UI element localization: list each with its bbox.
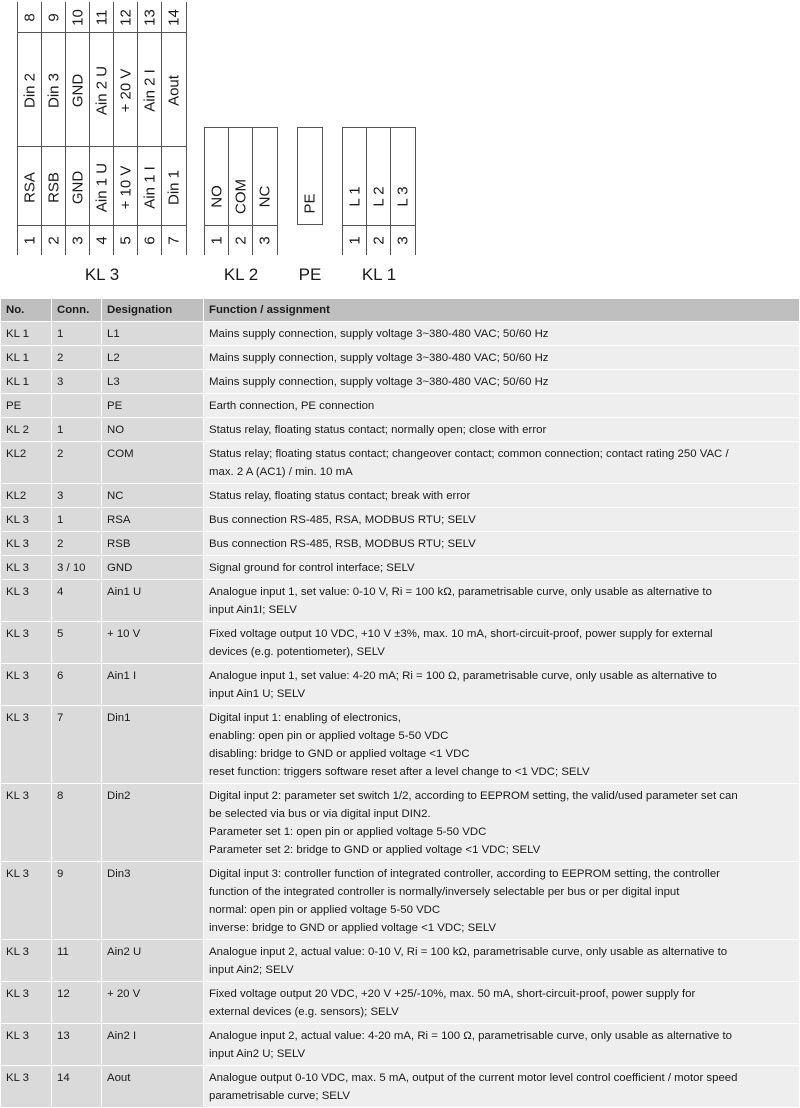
cell-no: KL 1 [1,322,52,346]
kl3-lower-number-5: 5 [117,236,134,245]
cell-designation: + 10 V [102,622,204,664]
kl3-upper-number-5: 12 [117,9,134,26]
function-line: input Ain2 U; SELV [209,1048,306,1060]
cell-no: KL 3 [1,556,52,580]
cell-function [204,940,800,982]
function-line: Parameter set 2: bridge to GND or applied voltage <1 VDC; SELV [209,844,541,856]
cell-conn: 4 [52,580,102,622]
kl1-label: KL 1 [361,265,397,284]
table-row [1,982,800,1024]
cell-function [204,508,800,532]
kl3-upper-terminal-5 [114,2,138,146]
function-line: reset function: triggers software reset after a level change to <1 VDC; SELV [209,766,590,778]
function-line: Earth connection, PE connection [209,400,375,412]
cell-designation: RSB [102,532,204,556]
cell-no: KL 3 [1,532,52,556]
kl3-lower-terminal-1 [18,147,42,255]
cell-function [204,532,800,556]
cell-function [204,418,800,442]
function-line: devices (e.g. potentiometer), SELV [209,646,385,658]
kl3-lower-name-2: RSB [45,172,62,203]
cell-conn: 5 [52,622,102,664]
kl3-lower-terminal-3 [66,147,90,255]
cell-function [204,484,800,508]
function-line: input Ain1I; SELV [209,604,297,616]
kl1-name-3: L 3 [394,186,412,207]
kl2-number-3: 3 [256,236,274,245]
kl3-lower-terminal-7 [162,147,186,255]
cell-function [204,982,800,1024]
kl2-number-1: 1 [208,236,225,245]
cell-no: KL 3 [1,622,52,664]
kl3-lower-number-1: 1 [21,236,38,245]
table-row [1,346,800,370]
kl3-upper-number-1: 8 [21,13,38,22]
kl3-upper-name-5: + 20 V [117,68,134,113]
kl1-number-3: 3 [394,236,412,245]
header-conn: Conn. [52,299,102,322]
header-no: No. [1,299,52,322]
cell-no: KL 3 [1,784,52,862]
terminal-assignment-table [0,298,800,1108]
table-row [1,394,800,418]
kl1-strip [342,127,416,255]
kl3-lower-terminal-2 [42,147,66,255]
cell-designation: + 20 V [102,982,204,1024]
kl3-upper-terminal-7 [162,2,186,146]
cell-conn: 8 [52,784,102,862]
kl3-upper-number-2: 9 [45,13,62,22]
cell-function [204,580,800,622]
kl3-lower-name-1: RSA [21,172,38,203]
terminal-diagram [0,0,800,300]
cell-designation: NC [102,484,204,508]
cell-conn: 6 [52,664,102,706]
table-body [1,322,800,1108]
kl1-number-1: 1 [346,236,363,245]
cell-conn: 2 [52,442,102,484]
kl3-upper-number-6: 13 [141,9,158,26]
cell-function [204,862,800,940]
kl2-terminal-3 [253,128,277,255]
cell-conn: 3 [52,370,102,394]
cell-no: KL 3 [1,982,52,1024]
kl2-number-2: 2 [232,236,249,245]
cell-no: KL 3 [1,508,52,532]
function-line: be selected via bus or via digital input DIN2. [209,808,431,820]
kl1-terminal-2 [367,128,391,255]
cell-designation: Din2 [102,784,204,862]
pe-strip [297,127,323,225]
function-line: normal: open pin or applied voltage 5-50 VDC [209,904,441,916]
table-header-row [1,299,800,322]
function-line: Bus connection RS-485, RSB, MODBUS RTU; SELV [209,538,476,550]
kl3-upper-terminal-3 [66,2,90,146]
cell-function [204,664,800,706]
kl3-upper-terminal-2 [42,2,66,146]
function-line: Parameter set 1: open pin or applied voltage 5-50 VDC [209,826,487,838]
cell-conn: 3 / 10 [52,556,102,580]
cell-no: KL 3 [1,862,52,940]
kl3-upper-number-3: 10 [69,9,86,26]
cell-function [204,346,800,370]
function-line: Digital input 2: parameter set switch 1/2, according to EEPROM setting, the valid/used parameter set can [209,790,738,802]
cell-function [204,322,800,346]
pe-terminal [298,128,322,224]
function-line: Fixed voltage output 20 VDC, +20 V +25/-10%, max. 50 mA, short-circuit-proof, power supply for [209,988,696,1000]
table-row [1,484,800,508]
table-row [1,664,800,706]
table-row [1,1066,800,1108]
cell-conn [52,394,102,418]
pe-label: PE [298,265,322,284]
function-line: input Ain1 U; SELV [209,688,306,700]
cell-function [204,442,800,484]
table-row [1,532,800,556]
cell-function [204,394,800,418]
function-line: input Ain2; SELV [209,964,294,976]
kl2-name-3: NC [256,185,274,208]
cell-function [204,706,800,784]
cell-no: KL 2 [1,418,52,442]
function-line: Mains supply connection, supply voltage 3~380-480 VAC; 50/60 Hz [209,328,549,340]
cell-designation: Ain1 I [102,664,204,706]
pe-name: PE [301,193,319,214]
kl3-upper-name-7: Aout [165,75,183,106]
cell-designation: Din1 [102,706,204,784]
function-line: Analogue input 2, actual value: 4-20 mA, Ri = 100 Ω, parametrisable curve, only usable as alternative to [209,1030,732,1042]
function-line: max. 2 A (AC1) / min. 10 mA [209,466,353,478]
cell-designation: PE [102,394,204,418]
cell-function [204,622,800,664]
kl3-lower-number-7: 7 [165,236,183,245]
function-line: Bus connection RS-485, RSA, MODBUS RTU; SELV [209,514,476,526]
cell-designation: Din3 [102,862,204,940]
table-row [1,508,800,532]
kl3-lower-name-6: Ain 1 I [141,166,158,209]
table-row [1,556,800,580]
function-line: disabling: bridge to GND or applied voltage <1 VDC [209,748,470,760]
kl1-name-1: L 1 [346,186,363,207]
kl2-strip [204,127,278,255]
header-designation: Designation [102,299,204,322]
kl3-lower-number-3: 3 [69,236,86,245]
table-row [1,418,800,442]
cell-no: KL 3 [1,1024,52,1066]
kl3-lower-terminal-4 [90,147,114,255]
kl2-terminal-2 [229,128,253,255]
kl3-lower-terminal-5 [114,147,138,255]
kl1-terminal-1 [343,128,367,255]
table-row [1,370,800,394]
kl2-name-1: NO [208,185,225,208]
kl1-number-2: 2 [370,236,387,245]
cell-no: KL 3 [1,1066,52,1108]
cell-function [204,370,800,394]
kl3-upper-name-6: Ain 2 I [141,69,158,112]
kl1-terminal-3 [391,128,415,255]
function-line: enabling: open pin or applied voltage 5-50 VDC [209,730,449,742]
function-line: Signal ground for control interface; SELV [209,562,415,574]
cell-function [204,1024,800,1066]
kl3-upper-strip [17,2,187,146]
cell-designation: Ain2 I [102,1024,204,1066]
cell-no: KL2 [1,484,52,508]
kl3-upper-name-2: Din 3 [45,72,62,109]
function-line: Analogue input 2, actual value: 0-10 V, Ri = 100 kΩ, parametrisable curve, only usable as alternative to [209,946,728,958]
cell-no: KL 3 [1,940,52,982]
cell-no: KL 1 [1,370,52,394]
kl2-name-2: COM [232,179,249,214]
cell-conn: 1 [52,508,102,532]
function-line: Status relay, floating status contact; break with error [209,490,471,502]
table-row [1,622,800,664]
kl3-upper-name-3: GND [69,73,86,108]
table-row [1,322,800,346]
cell-conn: 13 [52,1024,102,1066]
function-line: function of the integrated controller is normally/inversely selectable per bus or per digital input [209,886,680,898]
cell-conn: 7 [52,706,102,784]
cell-conn: 1 [52,418,102,442]
table-row [1,580,800,622]
kl3-lower-name-3: GND [69,170,86,205]
cell-conn: 12 [52,982,102,1024]
function-line: Digital input 1: enabling of electronics, [209,712,401,724]
kl3-upper-name-1: Din 2 [21,72,38,109]
cell-designation: NO [102,418,204,442]
function-line: Analogue input 1, set value: 4-20 mA; Ri = 100 Ω, parametrisable curve, only usable as alternative to [209,670,717,682]
kl3-label: KL 3 [84,265,120,284]
kl3-upper-number-4: 11 [93,9,110,26]
function-line: Analogue input 1, set value: 0-10 V, Ri = 100 kΩ, parametrisable curve, only usable as alternative to [209,586,712,598]
table-row [1,784,800,862]
cell-designation: L1 [102,322,204,346]
cell-no: KL 3 [1,580,52,622]
cell-designation: GND [102,556,204,580]
cell-no: PE [1,394,52,418]
cell-no: KL 3 [1,706,52,784]
cell-function [204,1066,800,1108]
cell-function [204,784,800,862]
cell-designation: Aout [102,1066,204,1108]
kl2-label: KL 2 [223,265,259,284]
kl3-lower-terminal-6 [138,147,162,255]
kl3-lower-number-2: 2 [45,236,62,245]
cell-designation: L3 [102,370,204,394]
table-row [1,862,800,940]
function-line: Mains supply connection, supply voltage 3~380-480 VAC; 50/60 Hz [209,352,549,364]
table-row [1,940,800,982]
kl3-upper-terminal-1 [18,2,42,146]
cell-conn: 2 [52,346,102,370]
kl3-lower-name-4: Ain 1 U [93,162,110,213]
function-line: Digital input 3: controller function of integrated controller, according to EEPROM setting, the controller [209,868,720,880]
function-line: Mains supply connection, supply voltage 3~380-480 VAC; 50/60 Hz [209,376,549,388]
cell-conn: 14 [52,1066,102,1108]
function-line: Status relay, floating status contact; normally open; close with error [209,424,547,436]
table-row [1,706,800,784]
cell-designation: COM [102,442,204,484]
function-line: external devices (e.g. sensors); SELV [209,1006,399,1018]
cell-conn: 1 [52,322,102,346]
cell-no: KL2 [1,442,52,484]
header-function: Function / assignment [204,299,800,322]
kl3-lower-name-7: Din 1 [165,169,183,206]
function-line: Fixed voltage output 10 VDC, +10 V ±3%, max. 10 mA, short-circuit-proof, power supply for external [209,628,713,640]
cell-designation: Ain1 U [102,580,204,622]
cell-conn: 2 [52,532,102,556]
kl1-name-2: L 2 [370,186,387,207]
cell-function [204,556,800,580]
function-line: Status relay; floating status contact; changeover contact; common connection; contact rating 250 VAC / [209,448,729,460]
cell-designation: Ain2 U [102,940,204,982]
function-line: parametrisable curve; SELV [209,1090,350,1102]
kl3-lower-number-6: 6 [141,236,158,245]
function-line: Analogue output 0-10 VDC, max. 5 mA, output of the current motor level control coefficient / motor speed [209,1072,738,1084]
table-row [1,1024,800,1066]
kl2-terminal-1 [205,128,229,255]
table-row [1,442,800,484]
cell-conn: 11 [52,940,102,982]
kl3-upper-number-7: 14 [165,9,183,26]
function-line: inverse: bridge to GND or applied voltage <1 VDC; SELV [209,922,496,934]
kl3-lower-name-5: + 10 V [117,165,134,210]
cell-conn: 9 [52,862,102,940]
kl3-lower-number-4: 4 [93,236,110,245]
kl3-upper-terminal-6 [138,2,162,146]
cell-conn: 3 [52,484,102,508]
kl3-upper-name-4: Ain 2 U [93,65,110,116]
cell-no: KL 3 [1,664,52,706]
cell-no: KL 1 [1,346,52,370]
cell-designation: RSA [102,508,204,532]
kl3-lower-strip [17,146,187,255]
kl3-upper-terminal-4 [90,2,114,146]
cell-designation: L2 [102,346,204,370]
